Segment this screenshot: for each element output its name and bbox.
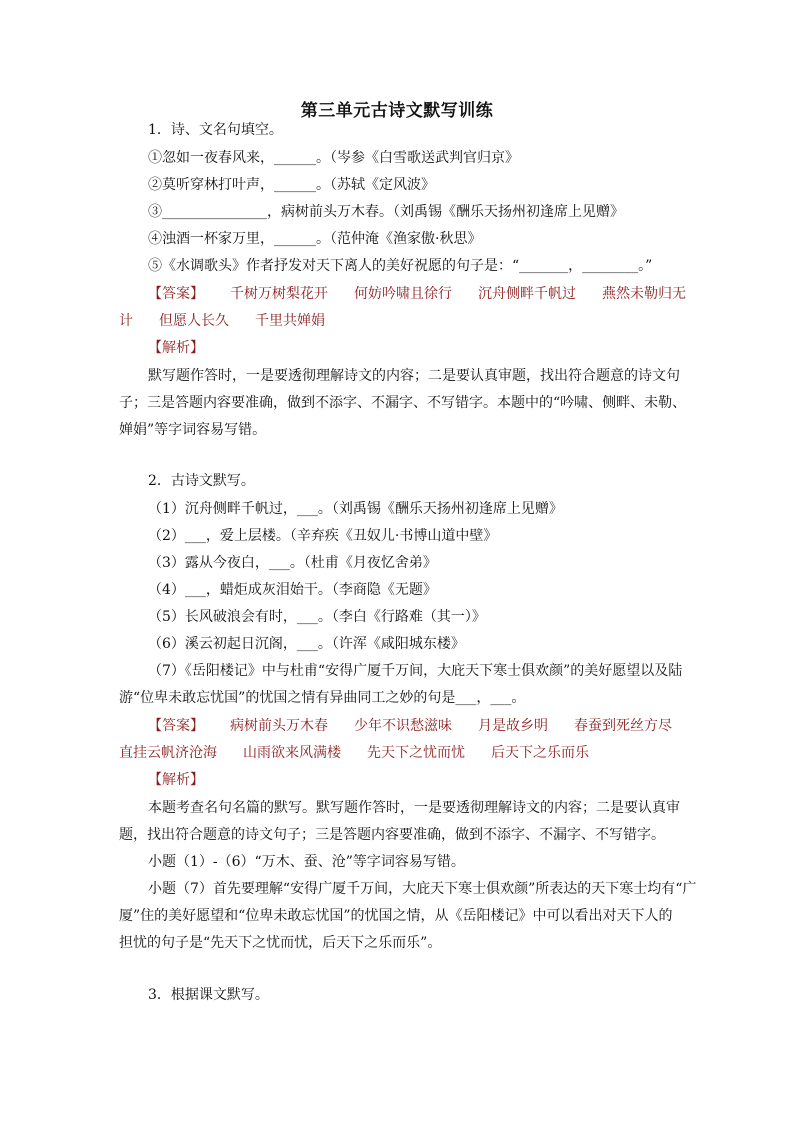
analysis-paragraph-line: 担忧的句子是“先天下之忧而忧，后天下之乐而乐”。	[119, 935, 442, 951]
analysis-paragraph-line: 本题考查名句名篇的默写。默写题作答时，一是要透彻理解诗文的内容；二是要认真审	[148, 800, 680, 816]
section-1-heading: 1．诗、文名句填空。	[148, 122, 283, 138]
question-2-item-4: （4）___，蜡炬成灰泪始干。（李商隐《无题》	[148, 582, 437, 598]
answer-label: 【答案】	[148, 286, 204, 302]
answer-text: 千里共婵娟	[255, 313, 325, 329]
page-title: 第三单元古诗文默写训练	[300, 101, 494, 121]
answer-text: 春蚕到死丝方尽	[574, 718, 672, 734]
question-2-item-1: （1）沉舟侧畔千帆过，___。（刘禹锡《酬乐天扬州初逢席上见赠》	[148, 501, 563, 517]
analysis-paragraph-line: 婵娟”等字词容易写错。	[119, 422, 267, 438]
answer-text: 燕然未勒归无	[602, 286, 686, 302]
analysis-paragraph-line: 厦”住的美好愿望和“位卑未敢忘忧国”的忧国之情，从《岳阳楼记》中可以看出对天下人的	[119, 908, 673, 924]
question-2-item-7: （7）《岳阳楼记》中与杜甫“安得广厦千万间，大庇天下寒士俱欢颜”的美好愿望以及陆	[148, 663, 683, 679]
answer-text: 山雨欲来风满楼	[243, 745, 341, 761]
answer-text: 少年不识愁滋味	[354, 718, 452, 734]
question-1-item-4: ④浊酒一杯家万里，______。（范仲淹《渔家傲·秋思》	[148, 231, 482, 247]
answer-row-2	[119, 312, 325, 330]
question-2-item-2: （2）___，爱上层楼。（辛弃疾《丑奴儿·书博山道中壁》	[148, 528, 498, 544]
answer-text: 月是故乡明	[478, 718, 548, 734]
answer-text: 先天下之忧而忧	[367, 745, 465, 761]
answer-text: 千树万树梨花开	[230, 286, 328, 302]
analysis-label: 【解析】	[148, 340, 204, 356]
answer-text: 计	[119, 313, 133, 329]
answer-row-2	[119, 744, 589, 762]
question-2-item-6: （6）溪云初起日沉阁，___。（许浑《咸阳城东楼》	[148, 636, 465, 652]
answer-text: 但愿人长久	[159, 313, 229, 329]
question-2-item-3: （3）露从今夜白，___。（杜甫《月夜忆舍弟》	[148, 555, 437, 571]
analysis-paragraph-line: 题，找出符合题意的诗文句子；三是答题内容要准确，做到不添字、不漏字、不写错字。	[119, 827, 665, 843]
question-2-item-5: （5）长风破浪会有时，___。（李白《行路难（其一）》	[148, 609, 486, 625]
question-1-item-5: ⑤《水调歌头》作者抒发对天下离人的美好祝愿的句子是：“_______，________。”	[148, 258, 653, 274]
question-1-item-1: ①忽如一夜春风来，______。（岑参《白雪歌送武判官归京》	[148, 150, 519, 166]
question-1-item-3: ③_______________，病树前头万木春。（刘禹锡《酬乐天扬州初逢席上见赠》	[148, 204, 624, 220]
answer-text: 直挂云帆济沧海	[119, 745, 217, 761]
answer-row-1	[148, 285, 686, 303]
answer-text: 病树前头万木春	[230, 718, 328, 734]
question-1-item-2: ②莫听穿林打叶声，______。（苏轼《定风波》	[148, 177, 435, 193]
answer-label: 【答案】	[148, 718, 204, 734]
answer-row-1	[148, 717, 672, 735]
analysis-label: 【解析】	[148, 772, 204, 788]
question-2-item-7-continued: 游“位卑未敢忘忧国”的忧国之情有异曲同工之妙的句是___，___。	[119, 690, 526, 706]
section-3-heading: 3．根据课文默写。	[148, 987, 269, 1003]
answer-text: 后天下之乐而乐	[491, 745, 589, 761]
analysis-paragraph-line: 小题（1）-（6）“万木、蚕、沧”等字词容易写错。	[148, 854, 465, 870]
section-2-heading: 2．古诗文默写。	[148, 473, 255, 489]
analysis-paragraph-line: 子；三是答题内容要准确，做到不添字、不漏字、不写错字。本题中的“吟啸、侧畔、未勒、	[119, 395, 687, 411]
answer-text: 沉舟侧畔千帆过	[478, 286, 576, 302]
analysis-paragraph-line: 小题（7）首先要理解“安得广厦千万间，大庇天下寒士俱欢颜”所表达的天下寒士均有“广	[148, 881, 697, 897]
analysis-paragraph-line: 默写题作答时，一是要透彻理解诗文的内容；二是要认真审题，找出符合题意的诗文句	[148, 368, 680, 384]
answer-text: 何妨吟啸且徐行	[354, 286, 452, 302]
